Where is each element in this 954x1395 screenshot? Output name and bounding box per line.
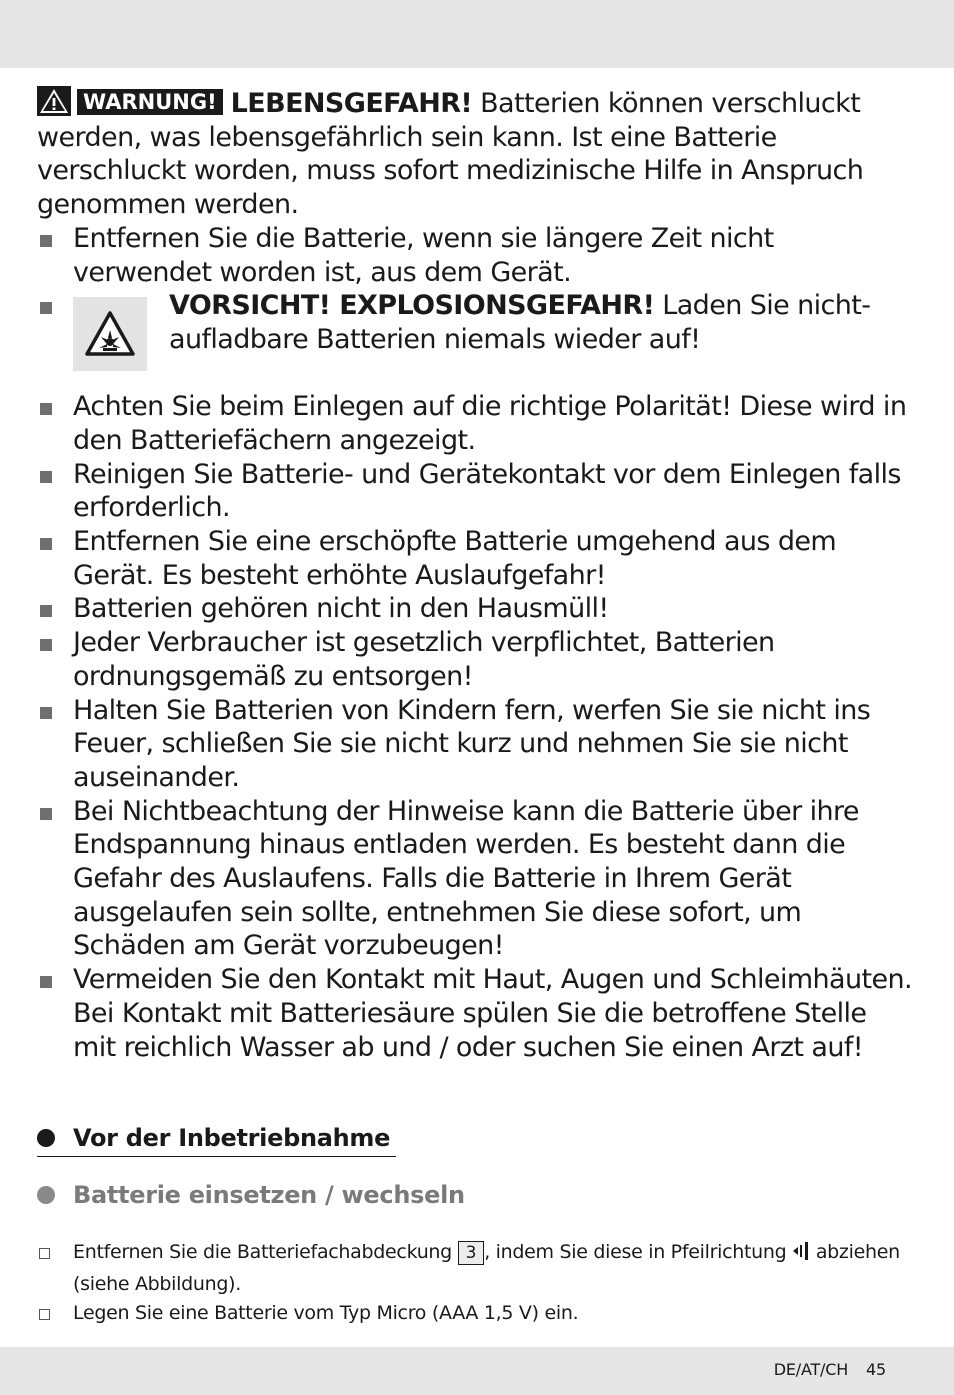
safety-list (37, 222, 917, 1064)
step-item: Entfernen Sie die Batteriefachabdeckung 3 , indem Sie diese in Pfeilrichtung abziehen (siehe Abbildung). (37, 1238, 917, 1299)
part-reference-badge: 3 (458, 1241, 485, 1265)
warning-label: WARNUNG! (77, 89, 223, 115)
footer-region: DE/AT/CH (773, 1360, 849, 1379)
warning-text: Batterien können verschluckt werden, was lebensgefährlich sein kann. Ist eine Batterie verschluckt worden, muss sofort medizinische Hilfe in Anspruch genommen werden. (37, 88, 864, 221)
list-item-text: Entfernen Sie eine erschöpfte Batterie umgehend aus dem Gerät. Es besteht erhöhte Auslaufgefahr! (73, 526, 837, 591)
page-number: 45 (866, 1360, 886, 1379)
caution-item (37, 289, 917, 390)
caution-text: Laden Sie nicht-aufladbare Batterien niemals wieder auf! (169, 290, 871, 355)
list-item (37, 795, 917, 964)
bullet-square-icon (40, 976, 52, 988)
bullet-square-icon (40, 471, 52, 483)
warning-paragraph (37, 86, 917, 222)
caution-headline: VORSICHT! EXPLOSIONSGEFAHR! (169, 290, 655, 322)
list-item (37, 222, 917, 289)
section-dot-icon (37, 1129, 55, 1147)
list-item (37, 626, 917, 693)
explosion-hazard-icon (73, 297, 147, 371)
section-dot-icon (37, 1186, 55, 1204)
list-item (37, 390, 917, 457)
list-item (37, 458, 917, 525)
bullet-square-icon (40, 639, 52, 651)
bullet-square-icon (40, 538, 52, 550)
bullet-square-icon (40, 605, 52, 617)
warning-triangle-icon (37, 86, 71, 116)
bullet-square-icon (40, 707, 52, 719)
bullet-square-icon (40, 302, 52, 314)
safety-content (37, 86, 917, 1064)
section-heading-setup: Vor der Inbetriebnahme (37, 1124, 396, 1157)
checkbox-square-icon (39, 1309, 50, 1320)
list-item-text: Entfernen Sie die Batterie, wenn sie längere Zeit nicht verwendet worden ist, aus dem Gerät. (73, 222, 774, 288)
bullet-square-icon (40, 808, 52, 820)
list-item-text: Halten Sie Batterien von Kindern fern, werfen Sie sie nicht ins Feuer, schließen Sie sie nicht kurz und nehmen Sie sie nicht auseinander. (73, 694, 871, 793)
instruction-steps (37, 1238, 917, 1328)
list-item (37, 592, 917, 626)
pull-arrow-icon (792, 1241, 810, 1270)
step-item: Legen Sie eine Batterie vom Typ Micro (AAA 1,5 V) ein. (37, 1299, 917, 1328)
list-item (37, 694, 917, 795)
bullet-square-icon (40, 403, 52, 415)
checkbox-square-icon (39, 1248, 50, 1259)
list-item-text: Vermeiden Sie den Kontakt mit Haut, Augen und Schleimhäuten. Bei Kontakt mit Batteriesäure spülen Sie die betroffene Stelle mit reichlich Wasser ab und / oder suchen Sie einen Arzt auf! (73, 964, 913, 1063)
list-item-text: Reinigen Sie Batterie- und Gerätekontakt vor dem Einlegen falls erforderlich. (73, 458, 901, 524)
header-band (0, 0, 954, 68)
list-item-text: Jeder Verbraucher ist gesetzlich verpflichtet, Batterien ordnungsgemäß zu entsorgen! (73, 627, 775, 692)
page-footer (774, 1360, 886, 1379)
list-item (37, 963, 917, 1064)
list-item-text: Bei Nichtbeachtung der Hinweise kann die Batterie über ihre Endspannung hinaus entladen werden. Es besteht dann die Gefahr des Auslaufens. Falls die Batterie in Ihrem Gerät ausgelaufen sein sollte, entnehmen Sie diese sofort, um Schäden am Gerät vorzubeugen! (73, 795, 859, 962)
warning-headline: LEBENSGEFAHR! (230, 88, 473, 119)
list-item-text: Batterien gehören nicht in den Hausmüll! (73, 593, 609, 625)
bullet-square-icon (40, 235, 52, 247)
list-item (37, 525, 917, 592)
list-item-text: Achten Sie beim Einlegen auf die richtige Polarität! Diese wird in den Batteriefächern angezeigt. (73, 391, 907, 456)
section-heading-battery: Batterie einsetzen / wechseln (37, 1181, 465, 1209)
